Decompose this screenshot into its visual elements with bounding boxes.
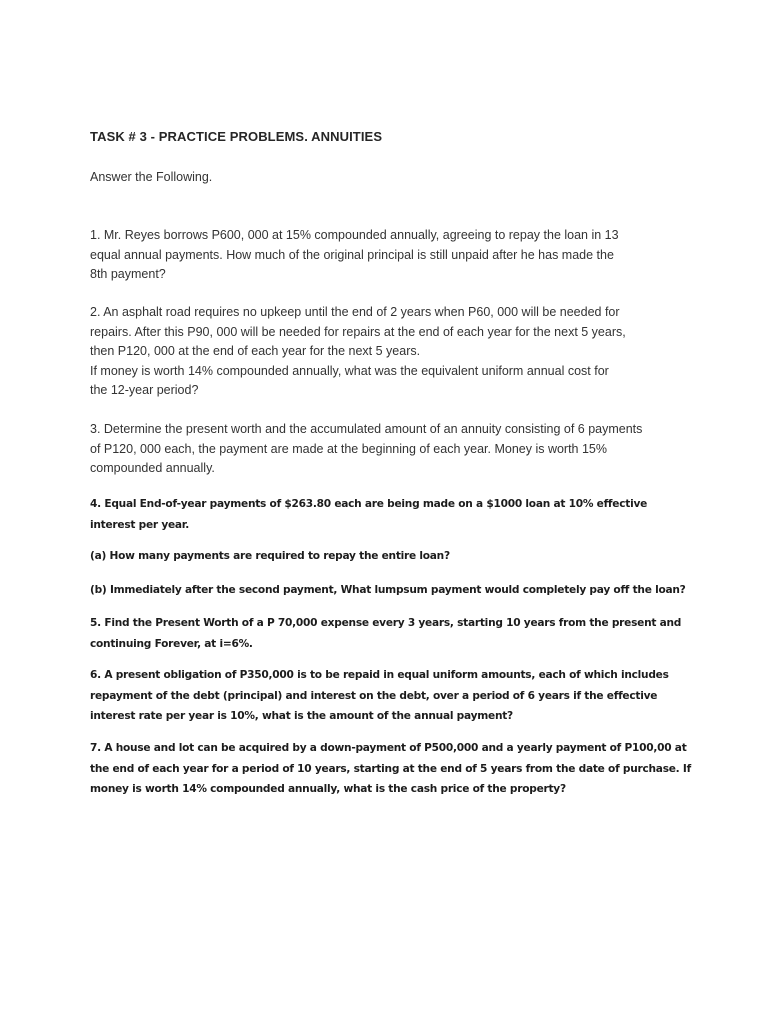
problem-line: continuing Forever, at i=6%. — [90, 637, 253, 650]
problem-line: of P120, 000 each, the payment are made at the beginning of each year. Money is worth 15% — [90, 441, 607, 456]
problem-1 — [90, 226, 690, 285]
problem-line: 7. A house and lot can be acquired by a down-payment of P500,000 and a yearly payment of P100,00 at — [90, 742, 687, 754]
problem-2 — [90, 303, 690, 401]
intro-text: Answer the Following. — [90, 170, 213, 184]
problem-line: interest per year. — [90, 518, 190, 531]
problem-line: 6. A present obligation of P350,000 is to be repaid in equal uniform amounts, each of which includes — [90, 669, 669, 681]
problem-line: equal annual payments. How much of the original principal is still unpaid after he has made the — [90, 247, 614, 262]
problem-4 — [90, 494, 690, 535]
problem-line: the end of each year for a period of 10 years, starting at the end of 5 years from the date of purchase. If — [90, 762, 691, 775]
problem-7 — [90, 738, 690, 800]
problem-line: (a) How many payments are required to repay the entire loan? — [90, 550, 450, 562]
problem-4a — [90, 546, 690, 567]
problem-3 — [90, 420, 690, 479]
problem-line: repairs. After this P90, 000 will be needed for repairs at the end of each year for the next 5 years, — [90, 324, 626, 339]
page-title: TASK # 3 - PRACTICE PROBLEMS. ANNUITIES — [90, 129, 383, 144]
problem-line: 1. Mr. Reyes borrows P600, 000 at 15% compounded annually, agreeing to repay the loan in 13 — [90, 228, 619, 242]
problem-line: If money is worth 14% compounded annually, what was the equivalent uniform annual cost for — [90, 363, 609, 378]
problem-line: 3. Determine the present worth and the accumulated amount of an annuity consisting of 6 payments — [90, 422, 643, 436]
problem-line: then P120, 000 at the end of each year for the next 5 years. — [90, 344, 421, 358]
problem-line: the 12-year period? — [90, 383, 199, 397]
problem-6 — [90, 665, 690, 727]
problem-line: (b) Immediately after the second payment, What lumpsum payment would completely pay off the loan? — [90, 584, 686, 596]
problem-line: 5. Find the Present Worth of a P 70,000 expense every 3 years, starting 10 years from the present and — [90, 617, 682, 629]
problem-line: interest rate per year is 10%, what is the amount of the annual payment? — [90, 710, 513, 722]
problem-line: money is worth 14% compounded annually, what is the cash price of the property? — [90, 783, 566, 795]
problem-line: 8th payment? — [90, 267, 166, 281]
problem-line: compounded annually. — [90, 461, 215, 475]
problem-5 — [90, 613, 690, 654]
problem-line: 2. An asphalt road requires no upkeep until the end of 2 years when P60, 000 will be needed for — [90, 305, 620, 319]
problem-line: repayment of the debt (principal) and interest on the debt, over a period of 6 years if the effective — [90, 689, 658, 702]
problem-4b — [90, 580, 690, 601]
problem-line: 4. Equal End-of-year payments of $263.80 each are being made on a $1000 loan at 10% effective — [90, 498, 648, 510]
